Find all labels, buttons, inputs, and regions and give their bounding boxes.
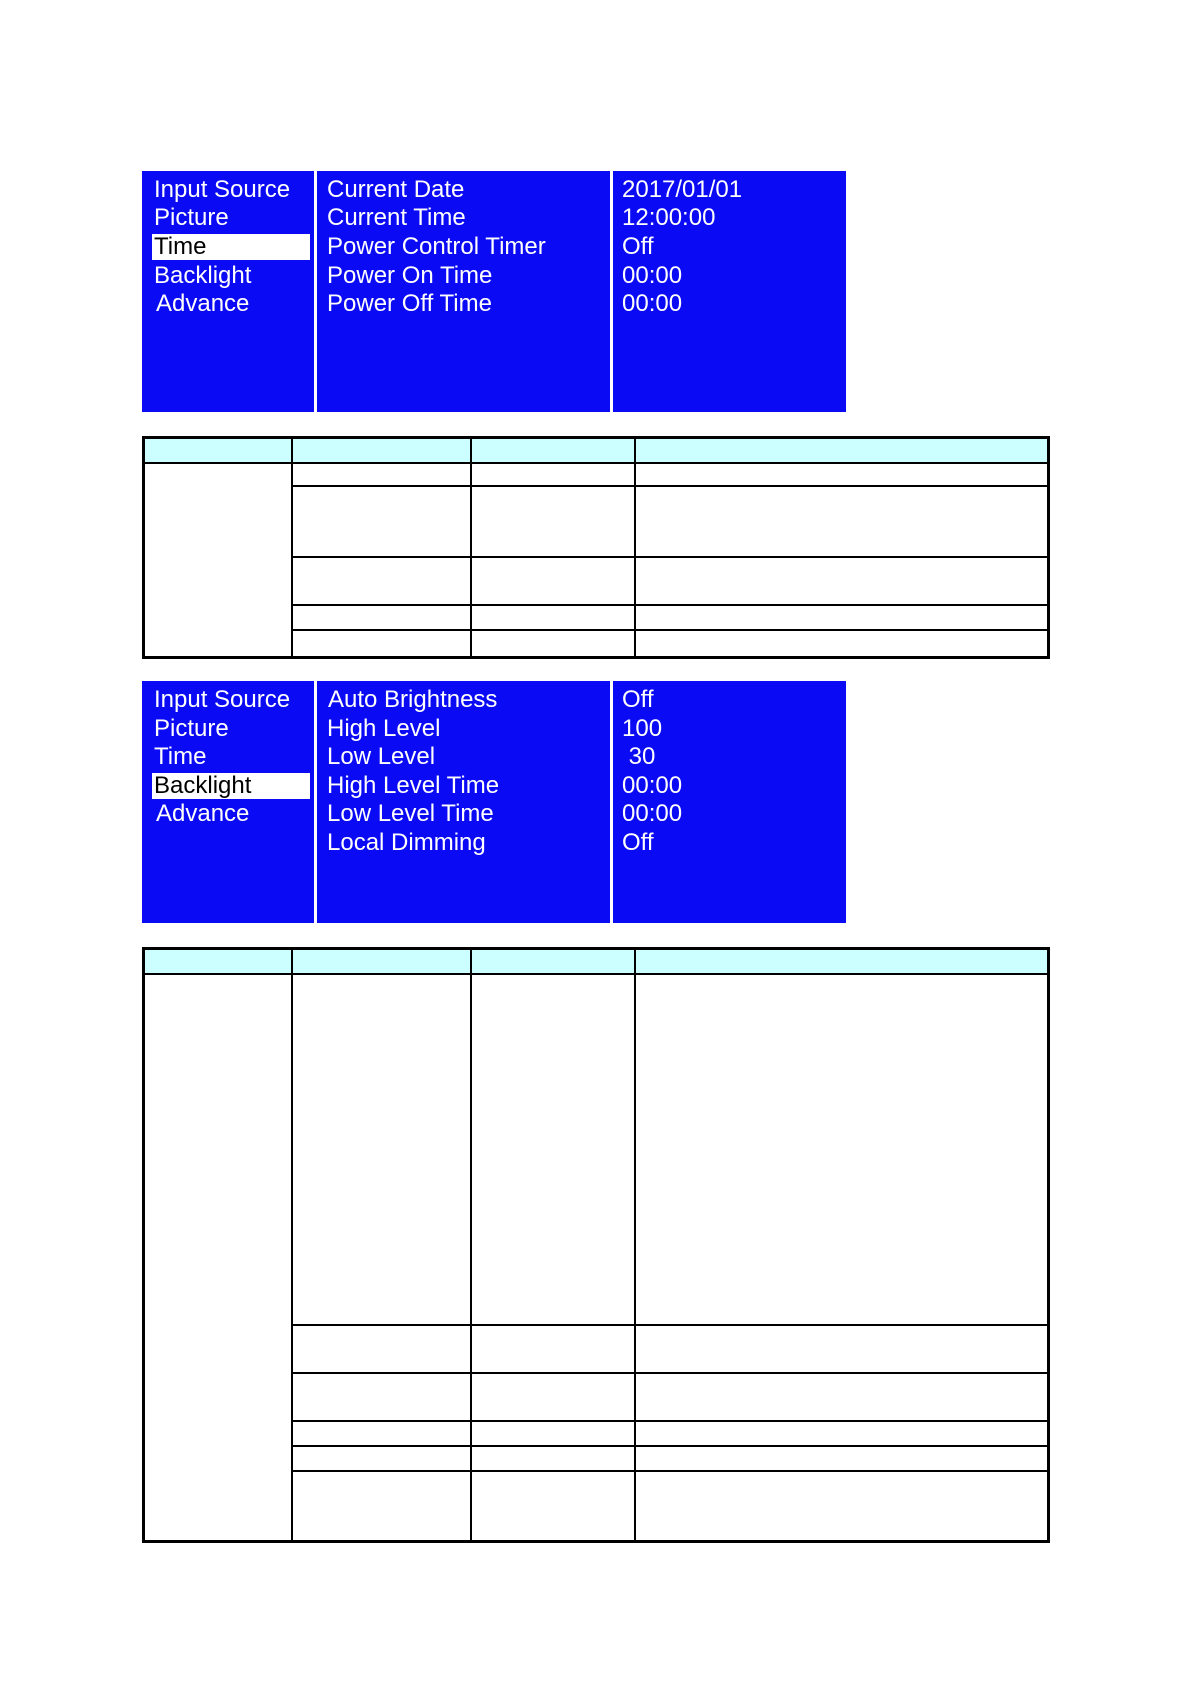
row-divider — [291, 556, 1047, 558]
item-low-level[interactable]: Low Level — [327, 743, 436, 770]
value-local-dimming: Off — [622, 829, 654, 856]
column-divider — [470, 439, 472, 656]
item-power-control-timer[interactable]: Power Control Timer — [327, 233, 546, 260]
item-auto-brightness[interactable]: Auto Brightness — [328, 686, 498, 713]
row-divider — [291, 1420, 1047, 1422]
item-column — [314, 171, 613, 412]
item-high-level[interactable]: High Level — [327, 715, 441, 742]
column-divider — [291, 950, 293, 1540]
category-time[interactable]: Time — [154, 743, 207, 770]
value-low-level: 30 — [622, 743, 656, 770]
value-low-level-time: 00:00 — [622, 800, 683, 827]
value-power-off-time: 00:00 — [622, 290, 683, 317]
row-divider — [291, 604, 1047, 606]
backlight-settings-table — [142, 947, 1050, 1543]
category-backlight-selected[interactable]: Backlight — [152, 773, 310, 799]
value-auto-brightness: Off — [622, 686, 654, 713]
item-power-on-time[interactable]: Power On Time — [327, 262, 493, 289]
table-header-row — [145, 950, 1047, 975]
item-column — [314, 681, 613, 923]
category-advance[interactable]: Advance — [156, 290, 250, 317]
value-column — [610, 681, 846, 923]
item-low-level-time[interactable]: Low Level Time — [327, 800, 494, 827]
value-high-level-time: 00:00 — [622, 772, 683, 799]
column-divider — [634, 439, 636, 656]
row-divider — [291, 1324, 1047, 1326]
column-divider — [470, 950, 472, 1540]
value-current-time: 12:00:00 — [622, 204, 716, 231]
category-input-source[interactable]: Input Source — [154, 686, 291, 713]
osd-menu-backlight — [142, 681, 846, 923]
item-current-time[interactable]: Current Time — [327, 204, 466, 231]
category-picture[interactable]: Picture — [154, 204, 229, 231]
item-local-dimming[interactable]: Local Dimming — [327, 829, 486, 856]
value-high-level: 100 — [622, 715, 663, 742]
category-backlight[interactable]: Backlight — [154, 262, 252, 289]
osd-menu-time — [142, 171, 846, 412]
row-divider — [291, 1372, 1047, 1374]
item-high-level-time[interactable]: High Level Time — [327, 772, 500, 799]
column-divider — [291, 439, 293, 656]
item-power-off-time[interactable]: Power Off Time — [327, 290, 492, 317]
category-advance[interactable]: Advance — [156, 800, 250, 827]
column-divider — [634, 950, 636, 1540]
item-current-date[interactable]: Current Date — [327, 176, 465, 203]
category-picture[interactable]: Picture — [154, 715, 229, 742]
value-column — [610, 171, 846, 412]
category-time-selected[interactable]: Time — [152, 234, 310, 260]
value-current-date: 2017/01/01 — [622, 176, 743, 203]
row-divider — [291, 485, 1047, 487]
row-divider — [291, 1470, 1047, 1472]
table-header-row — [145, 439, 1047, 464]
time-settings-table — [142, 436, 1050, 659]
category-input-source[interactable]: Input Source — [154, 176, 291, 203]
row-divider — [291, 629, 1047, 631]
category-column — [142, 171, 314, 412]
row-divider — [291, 1445, 1047, 1447]
value-power-on-time: 00:00 — [622, 262, 683, 289]
value-power-control-timer: Off — [622, 233, 654, 260]
category-column — [142, 681, 314, 923]
